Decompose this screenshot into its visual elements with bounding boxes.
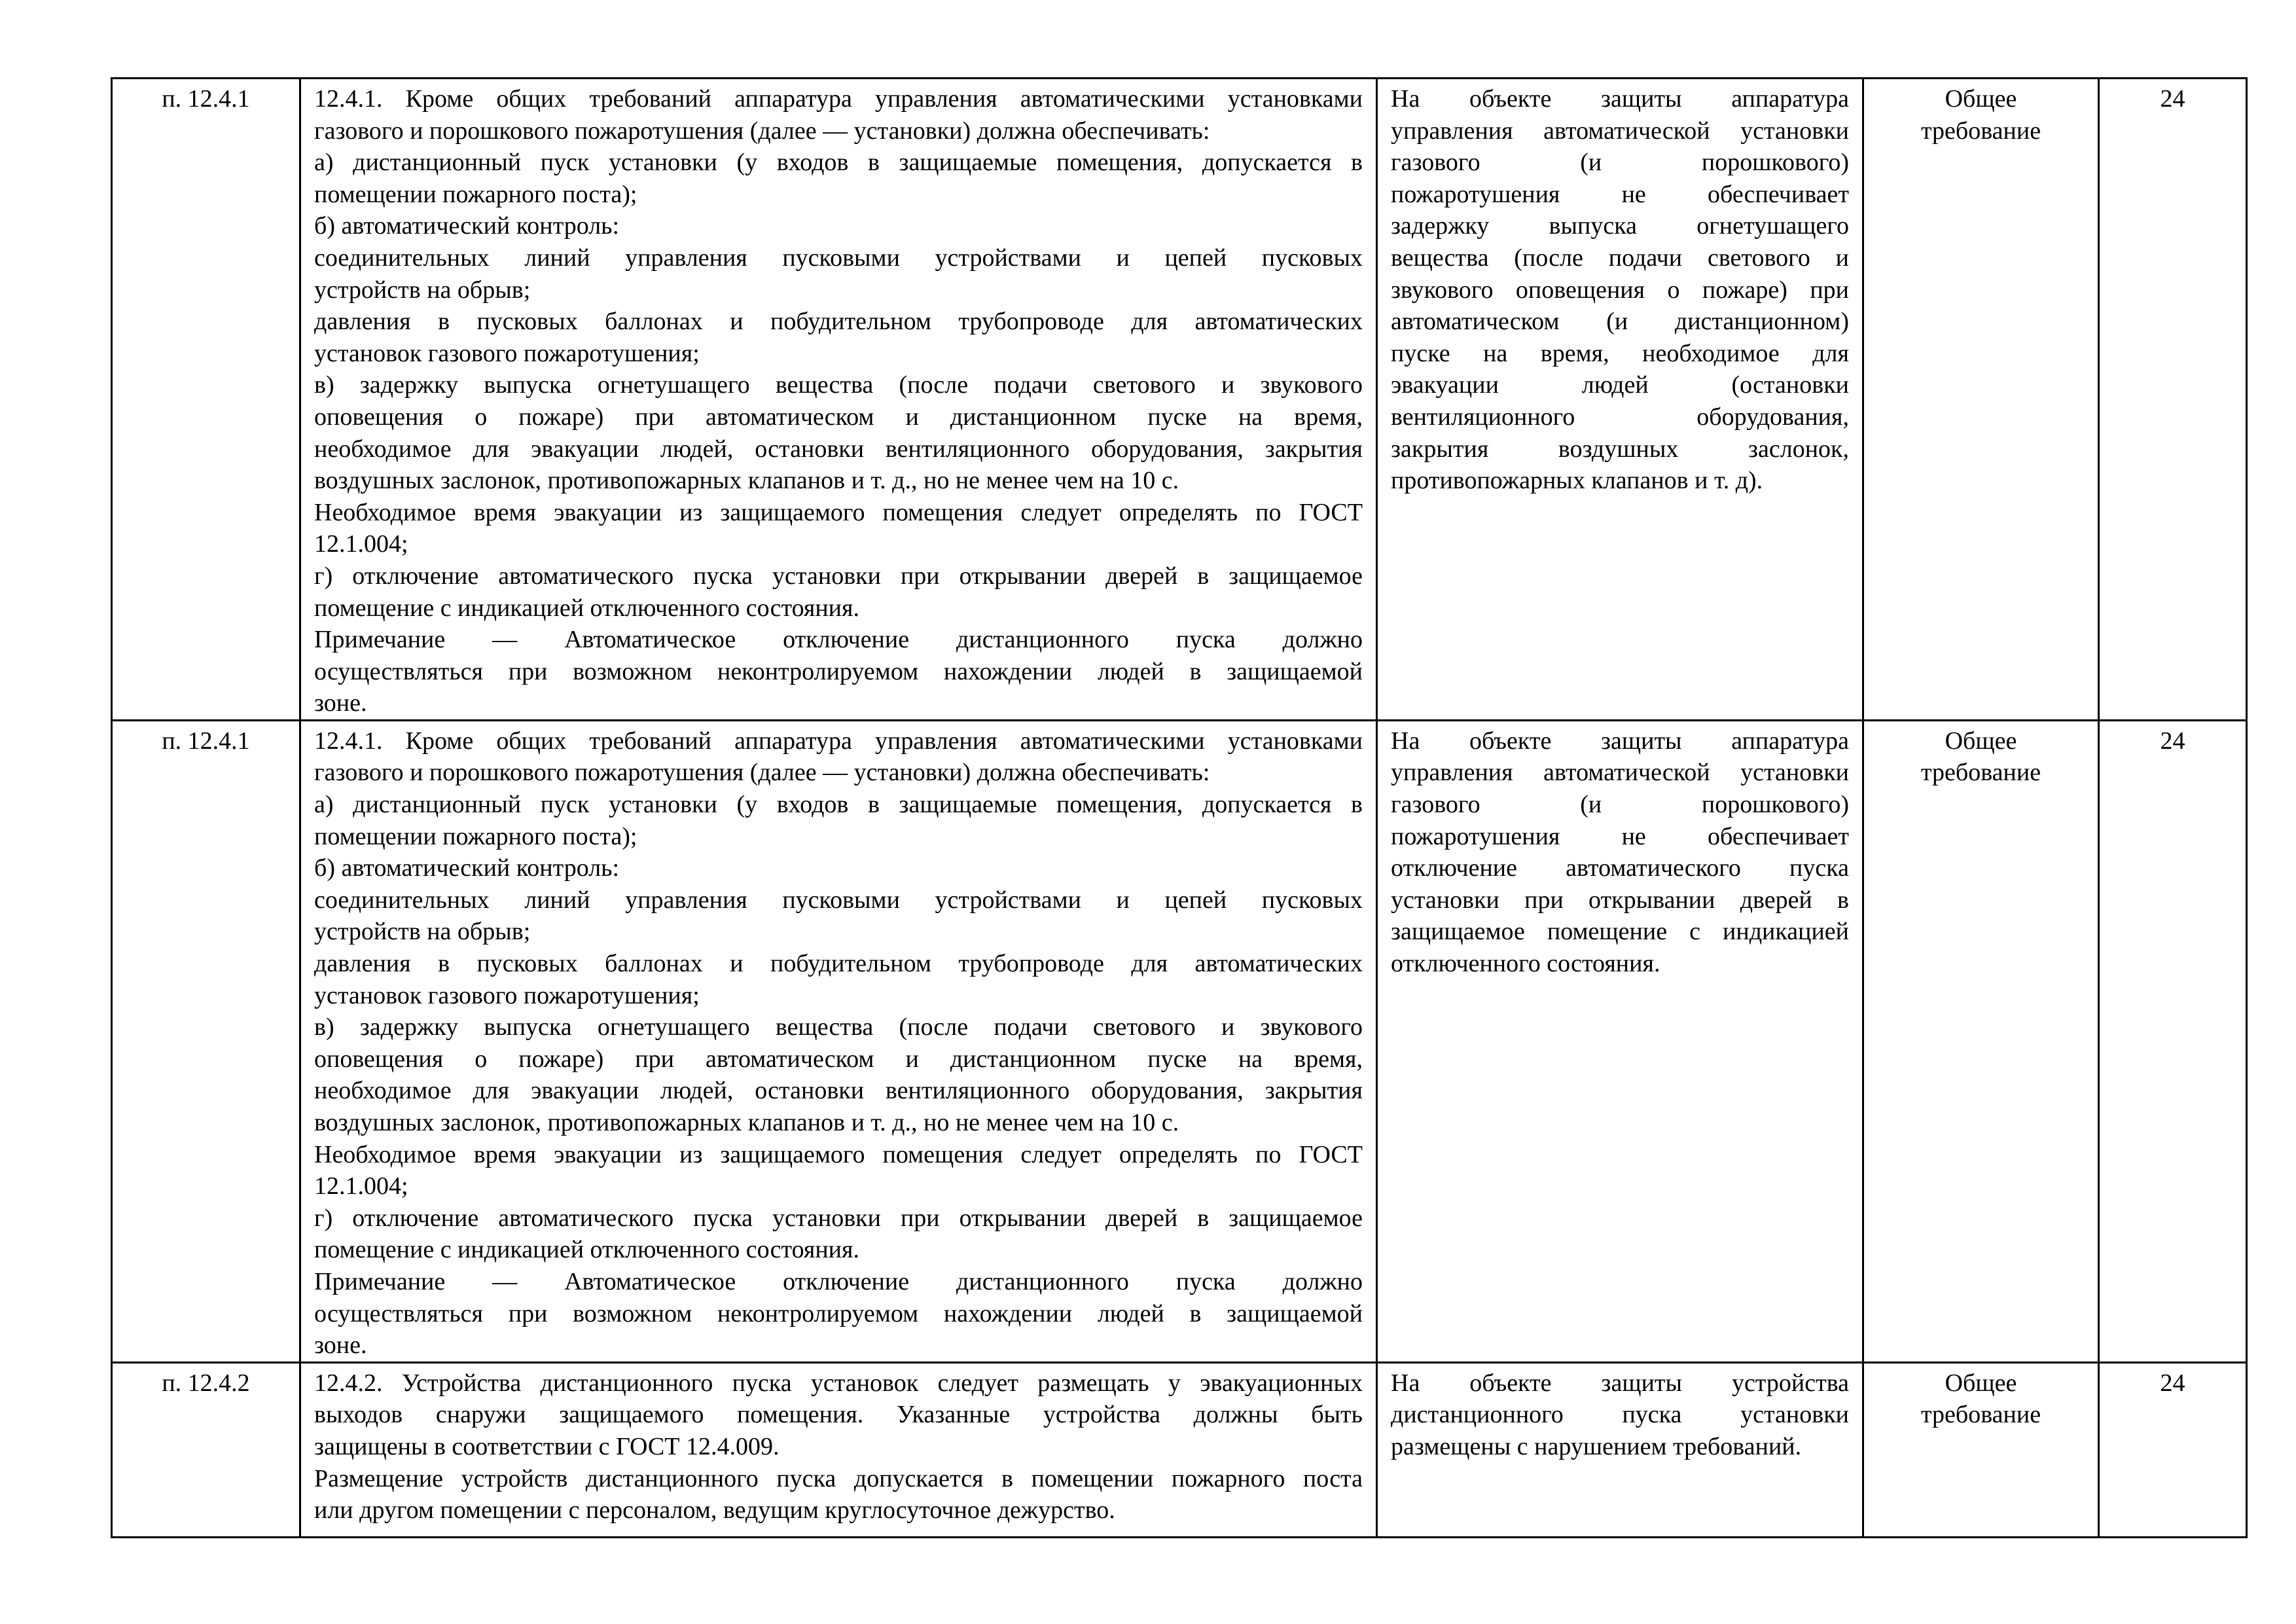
text-line: газового (и порошкового)	[1391, 149, 1849, 177]
text-line: 12.4.1. Кроме общих требований аппаратура управления автоматическими установками	[314, 85, 1363, 113]
text-line: устройств на обрыв;	[314, 918, 531, 946]
text-line: На объекте защиты аппаратура	[1391, 85, 1849, 113]
text-line: воздушных заслонок, противопожарных клапанов и т. д., но не менее чем на 10 с.	[314, 467, 1179, 495]
text-line: закрытия воздушных заслонок,	[1391, 435, 1849, 463]
text-line: Примечание — Автоматическое отключение дистанционного пуска должно	[314, 1267, 1363, 1295]
text-line: отключение автоматического пуска	[1391, 854, 1849, 882]
requirement-type-line: требование	[1920, 117, 2041, 145]
text-line: газового (и порошкового)	[1391, 791, 1849, 819]
text-line: На объекте защиты аппаратура	[1391, 727, 1849, 755]
requirement-type-line: Общее	[1945, 727, 2017, 755]
text-line: зоне.	[314, 1331, 367, 1360]
violation-cell	[1377, 1362, 1863, 1537]
text-line: соединительных линий управления пусковыми устройствами и цепей пусковых	[314, 244, 1363, 272]
text-line: звукового оповещения о пожаре) при	[1391, 276, 1849, 304]
violation-cell	[1377, 79, 1863, 721]
text-line: давления в пусковых баллонах и побудительном трубопроводе для автоматических	[314, 950, 1363, 978]
text-line: соединительных линий управления пусковыми устройствами и цепей пусковых	[314, 886, 1363, 914]
text-line: а) дистанционный пуск установки (у входов в защищаемые помещения, допускается в	[314, 149, 1363, 177]
text-line: б) автоматический контроль:	[314, 854, 620, 882]
requirements-table	[111, 77, 2248, 1538]
text-line: пуске на время, необходимое для	[1391, 339, 1849, 367]
text-line: воздушных заслонок, противопожарных клапанов и т. д., но не менее чем на 10 с.	[314, 1109, 1179, 1136]
text-line: или другом помещении с персоналом, ведущим круглосуточное дежурство.	[314, 1496, 1115, 1525]
text-line: вещества (после подачи светового и	[1391, 244, 1849, 272]
text-line: 12.4.2. Устройства дистанционного пуска установок следует размещать у эвакуационных	[314, 1369, 1363, 1397]
clause-text: п. 12.4.2	[162, 1369, 250, 1397]
requirement-cell	[300, 720, 1377, 1362]
page-number-cell	[2099, 720, 2247, 1362]
text-line: необходимое для эвакуации людей, остановки вентиляционного оборудования, закрытия	[314, 435, 1363, 463]
violation-cell	[1377, 720, 1863, 1362]
text-line: помещение с индикацией отключенного состояния.	[314, 1236, 859, 1264]
requirement-cell	[300, 1362, 1377, 1537]
requirement-type-line: требование	[1920, 759, 2041, 787]
clause-cell	[112, 720, 300, 1362]
text-line: помещение с индикацией отключенного состояния.	[314, 594, 859, 622]
text-line: установок газового пожаротушения;	[314, 981, 700, 1009]
text-line: 12.4.1. Кроме общих требований аппаратура управления автоматическими установками	[314, 727, 1363, 755]
requirement-type-line: Общее	[1945, 1369, 2017, 1397]
table-row	[112, 1362, 2247, 1537]
text-line: а) дистанционный пуск установки (у входов в защищаемые помещения, допускается в	[314, 791, 1363, 819]
text-line: На объекте защиты устройства	[1391, 1369, 1849, 1397]
requirement-type-cell	[1863, 720, 2099, 1362]
text-line: зоне.	[314, 689, 367, 717]
text-line: вентиляционного оборудования,	[1391, 403, 1849, 431]
text-line: 12.1.004;	[314, 530, 408, 558]
requirement-type-line: Общее	[1945, 85, 2017, 113]
text-line: автоматическом (и дистанционном)	[1391, 308, 1849, 336]
page-number-cell	[2099, 79, 2247, 721]
text-line: Необходимое время эвакуации из защищаемого помещения следует определять по ГОСТ	[314, 1140, 1363, 1168]
page-number: 24	[2160, 727, 2185, 755]
text-line: установок газового пожаротушения;	[314, 339, 700, 367]
text-line: в) задержку выпуска огнетушащего вещества (после подачи светового и звукового	[314, 371, 1363, 399]
text-line: в) задержку выпуска огнетушащего вещества (после подачи светового и звукового	[314, 1013, 1363, 1041]
text-line: размещены с нарушением требований.	[1391, 1432, 1802, 1460]
text-line: осуществляться при возможном неконтролируемом нахождении людей в защищаемой	[314, 1299, 1363, 1327]
page-number: 24	[2160, 1369, 2185, 1397]
text-line: 12.1.004;	[314, 1172, 408, 1200]
clause-text: п. 12.4.1	[162, 727, 250, 755]
text-line: б) автоматический контроль:	[314, 212, 620, 240]
text-line: управления автоматической установки	[1391, 117, 1849, 145]
text-line: помещении пожарного поста);	[314, 822, 637, 850]
text-line: выходов снаружи защищаемого помещения. Указанные устройства должны быть	[314, 1401, 1363, 1429]
text-line: отключенного состояния.	[1391, 950, 1660, 978]
requirement-type-line: требование	[1920, 1401, 2041, 1429]
text-line: необходимое для эвакуации людей, остановки вентиляционного оборудования, закрытия	[314, 1077, 1363, 1105]
page-number-cell	[2099, 1362, 2247, 1537]
clause-cell	[112, 1362, 300, 1537]
text-line: пожаротушения не обеспечивает	[1391, 822, 1849, 850]
text-line: Размещение устройств дистанционного пуска допускается в помещении пожарного поста	[314, 1464, 1363, 1492]
text-line: г) отключение автоматического пуска установки при открывании дверей в защищаемое	[314, 1204, 1363, 1232]
clause-cell	[112, 79, 300, 721]
text-line: Примечание — Автоматическое отключение дистанционного пуска должно	[314, 626, 1363, 654]
requirement-cell	[300, 79, 1377, 721]
requirement-type-cell	[1863, 79, 2099, 721]
text-line: газового и порошкового пожаротушения (далее — установки) должна обеспечивать:	[314, 117, 1210, 145]
text-line: защищены в соответствии с ГОСТ 12.4.009.	[314, 1432, 780, 1460]
text-line: защищаемое помещение с индикацией	[1391, 918, 1849, 946]
text-line: давления в пусковых баллонах и побудительном трубопроводе для автоматических	[314, 308, 1363, 336]
requirement-type-cell	[1863, 1362, 2099, 1537]
text-line: г) отключение автоматического пуска установки при открывании дверей в защищаемое	[314, 562, 1363, 590]
text-line: противопожарных клапанов и т. д).	[1391, 467, 1763, 495]
text-line: устройств на обрыв;	[314, 276, 531, 304]
text-line: помещении пожарного поста);	[314, 180, 637, 208]
text-line: установки при открывании дверей в	[1391, 886, 1849, 914]
text-line: оповещения о пожаре) при автоматическом и дистанционном пуске на время,	[314, 403, 1363, 431]
text-line: осуществляться при возможном неконтролируемом нахождении людей в защищаемой	[314, 657, 1363, 685]
page-number: 24	[2160, 85, 2185, 113]
clause-text: п. 12.4.1	[162, 85, 250, 113]
text-line: дистанционного пуска установки	[1391, 1401, 1849, 1429]
text-line: газового и порошкового пожаротушения (далее — установки) должна обеспечивать:	[314, 759, 1210, 787]
table-row	[112, 79, 2247, 721]
text-line: управления автоматической установки	[1391, 759, 1849, 787]
text-line: пожаротушения не обеспечивает	[1391, 180, 1849, 208]
text-line: задержку выпуска огнетушащего	[1391, 212, 1849, 240]
text-line: эвакуации людей (остановки	[1391, 371, 1849, 399]
text-line: Необходимое время эвакуации из защищаемого помещения следует определять по ГОСТ	[314, 498, 1363, 526]
text-line: оповещения о пожаре) при автоматическом и дистанционном пуске на время,	[314, 1045, 1363, 1073]
table-row	[112, 720, 2247, 1362]
